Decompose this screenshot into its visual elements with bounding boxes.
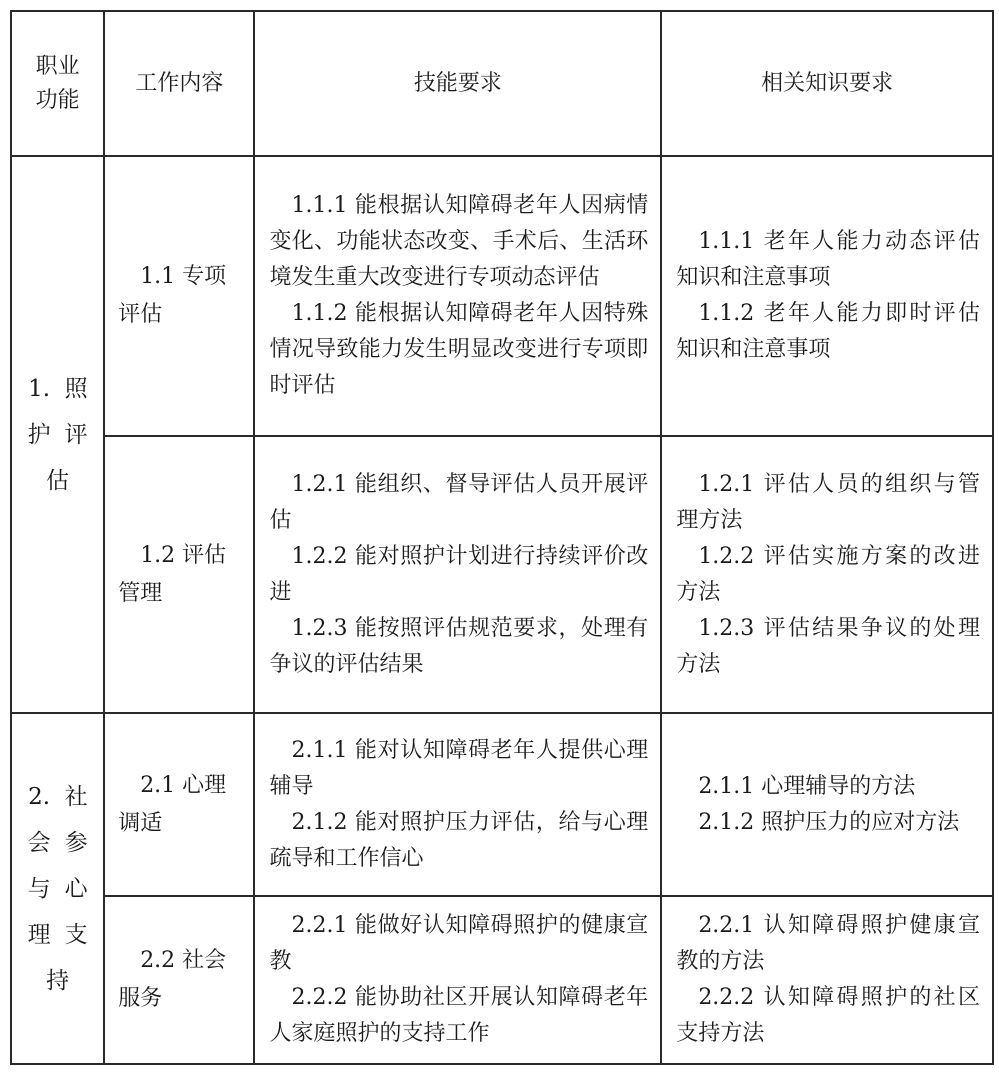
function-char: 支 (64, 921, 88, 948)
skill-item: 1.1.1 能根据认知障碍老年人因病情变化、功能状态改变、手术后、生活环境发生重大改变进行专项动态评估 (269, 193, 649, 290)
knowledge-item: 2.2.1 认知障碍照护健康宣教的方法 (676, 913, 980, 974)
function-char: 2. (28, 783, 51, 810)
knowledge-item: 2.2.2 认知障碍照护的社区支持方法 (676, 985, 980, 1046)
function-char: 1. (28, 375, 51, 402)
knowledge-cell (661, 436, 993, 713)
requirements-table (10, 10, 994, 1065)
knowledge-item: 1.2.1 评估人员的组织与管理方法 (676, 471, 980, 533)
function-cell-1 (11, 156, 104, 713)
function-char: 估 (46, 467, 70, 494)
function-char: 持 (46, 967, 70, 994)
function-char: 心 (64, 875, 88, 902)
skill-item: 1.2.1 能组织、督导评估人员开展评估 (269, 471, 649, 533)
skill-cell (254, 896, 661, 1064)
work-content-line1: 1.2 评估 (140, 542, 227, 568)
knowledge-cell (661, 156, 993, 436)
skill-item: 2.1.2 能对照护压力评估，给与心理疏导和工作信心 (269, 809, 649, 871)
skill-item: 2.1.1 能对认知障碍老年人提供心理辅导 (269, 737, 649, 799)
table-row (11, 896, 993, 1064)
knowledge-item: 2.1.1 心理辅导的方法 (698, 773, 916, 799)
skill-item: 1.1.2 能根据认知障碍老年人因特殊情况导致能力发生明显改变进行专项即时评估 (269, 301, 649, 398)
work-content-line2: 管理 (118, 580, 163, 606)
knowledge-cell (661, 896, 993, 1064)
function-char: 照 (64, 375, 88, 402)
skill-cell (254, 156, 661, 436)
work-content-line1: 2.2 社会 (140, 948, 227, 973)
work-content-cell (104, 436, 254, 713)
work-content-cell (104, 896, 254, 1064)
work-content-line1: 2.1 心理 (140, 772, 227, 798)
function-char: 护 (27, 421, 51, 448)
skill-item: 2.2.2 能协助社区开展认知障碍老年人家庭照护的支持工作 (269, 985, 649, 1046)
skill-cell (254, 436, 661, 713)
work-content-cell (104, 156, 254, 436)
skill-item: 1.2.3 能按照评估规范要求，处理有争议的评估结果 (269, 615, 649, 677)
table-row (11, 156, 993, 436)
table-row (11, 713, 993, 896)
function-char: 理 (27, 921, 51, 948)
knowledge-item: 1.1.1 老年人能力动态评估知识和注意事项 (676, 229, 980, 290)
skill-item: 1.2.2 能对照护计划进行持续评价改进 (269, 543, 649, 605)
work-content-cell (104, 713, 254, 896)
knowledge-item: 1.2.3 评估结果争议的处理方法 (676, 615, 980, 677)
knowledge-item: 2.1.2 照护压力的应对方法 (698, 809, 960, 835)
work-content-line2: 评估 (118, 302, 163, 327)
knowledge-item: 1.2.2 评估实施方案的改进方法 (676, 543, 980, 605)
header-work-content: 工作内容 (104, 11, 254, 156)
header-function (11, 11, 104, 156)
function-char: 参 (64, 829, 88, 856)
function-char: 与 (27, 875, 51, 902)
function-char: 社 (64, 783, 88, 810)
knowledge-cell (661, 713, 993, 896)
function-char: 会 (27, 829, 51, 856)
requirements-table-wrapper (10, 10, 994, 1065)
work-content-line1: 1.1 专项 (140, 264, 227, 289)
table-row (11, 436, 993, 713)
header-skill-requirements: 技能要求 (254, 11, 661, 156)
skill-item: 2.2.1 能做好认知障碍照护的健康宣教 (269, 913, 649, 974)
work-content-line2: 服务 (118, 986, 163, 1011)
work-content-line2: 调适 (118, 810, 163, 836)
header-function-line1: 职业 (35, 53, 80, 79)
header-knowledge-requirements: 相关知识要求 (661, 11, 993, 156)
header-row (11, 11, 993, 156)
knowledge-item: 1.1.2 老年人能力即时评估知识和注意事项 (676, 301, 980, 362)
header-function-line2: 功能 (35, 87, 80, 113)
skill-cell (254, 713, 661, 896)
function-cell-2 (11, 713, 104, 1064)
function-char: 评 (64, 421, 88, 448)
